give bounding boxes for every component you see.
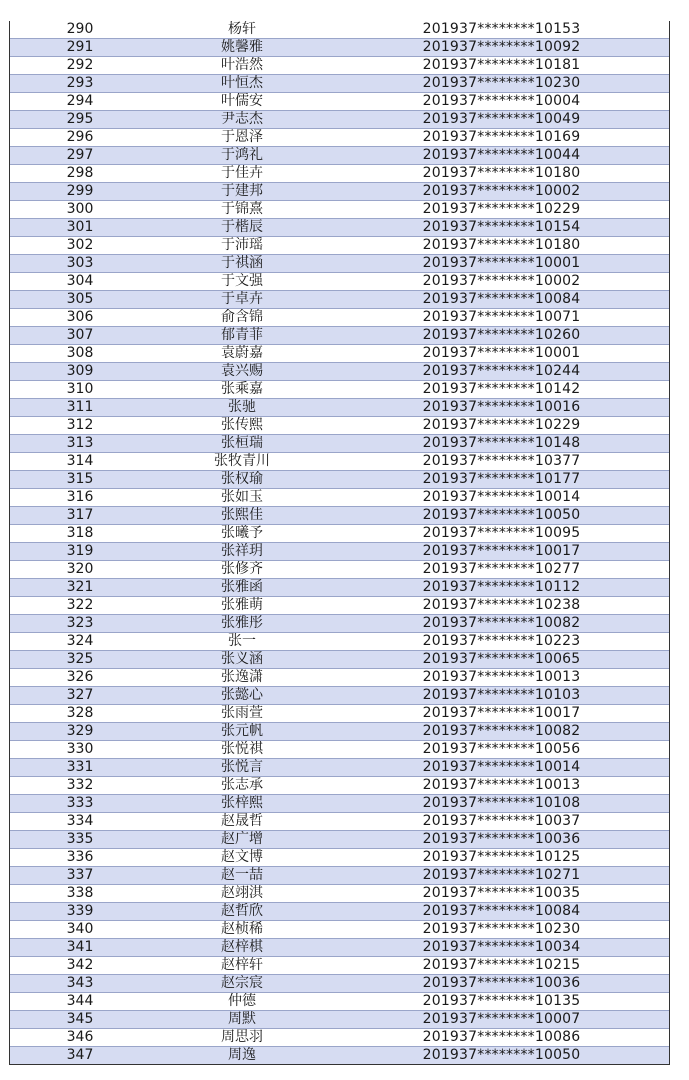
table-row xyxy=(10,669,669,687)
table-row xyxy=(10,543,669,561)
student-name: 张熙佳 xyxy=(150,507,334,525)
student-id: 201937********10125 xyxy=(334,849,669,867)
table-row xyxy=(10,975,669,993)
row-number: 315 xyxy=(10,471,150,489)
table-row xyxy=(10,291,669,309)
row-number: 329 xyxy=(10,723,150,741)
student-id: 201937********10013 xyxy=(334,777,669,795)
student-name: 于卓卉 xyxy=(150,291,334,309)
student-name: 周思羽 xyxy=(150,1029,334,1047)
row-number: 341 xyxy=(10,939,150,957)
table-row xyxy=(10,561,669,579)
student-id: 201937********10086 xyxy=(334,1029,669,1047)
row-number: 312 xyxy=(10,417,150,435)
student-name: 张权瑜 xyxy=(150,471,334,489)
student-name: 郁青菲 xyxy=(150,327,334,345)
row-number: 345 xyxy=(10,1011,150,1029)
student-id: 201937********10071 xyxy=(334,309,669,327)
student-name: 张梓熙 xyxy=(150,795,334,813)
table-row xyxy=(10,471,669,489)
row-number: 306 xyxy=(10,309,150,327)
row-number: 328 xyxy=(10,705,150,723)
row-number: 293 xyxy=(10,75,150,93)
student-id: 201937********10108 xyxy=(334,795,669,813)
student-id: 201937********10082 xyxy=(334,615,669,633)
row-number: 319 xyxy=(10,543,150,561)
student-name: 袁兴赐 xyxy=(150,363,334,381)
row-number: 346 xyxy=(10,1029,150,1047)
student-id: 201937********10181 xyxy=(334,57,669,75)
student-name: 张驰 xyxy=(150,399,334,417)
row-number: 316 xyxy=(10,489,150,507)
student-id: 201937********10017 xyxy=(334,543,669,561)
row-number: 327 xyxy=(10,687,150,705)
row-number: 324 xyxy=(10,633,150,651)
student-name: 赵晟哲 xyxy=(150,813,334,831)
table-row xyxy=(10,939,669,957)
student-id: 201937********10044 xyxy=(334,147,669,165)
student-list-sheet xyxy=(9,21,670,1065)
student-name: 赵梓轩 xyxy=(150,957,334,975)
student-id: 201937********10244 xyxy=(334,363,669,381)
student-name: 张牧青川 xyxy=(150,453,334,471)
student-name: 张悦祺 xyxy=(150,741,334,759)
table-row xyxy=(10,525,669,543)
table-row xyxy=(10,399,669,417)
row-number: 303 xyxy=(10,255,150,273)
table-row xyxy=(10,705,669,723)
table-row xyxy=(10,201,669,219)
row-number: 298 xyxy=(10,165,150,183)
table-row xyxy=(10,21,669,39)
student-name: 张雨萱 xyxy=(150,705,334,723)
student-name: 张如玉 xyxy=(150,489,334,507)
row-number: 326 xyxy=(10,669,150,687)
student-id: 201937********10092 xyxy=(334,39,669,57)
row-number: 292 xyxy=(10,57,150,75)
table-row xyxy=(10,867,669,885)
row-number: 332 xyxy=(10,777,150,795)
student-name: 张雅函 xyxy=(150,579,334,597)
student-id: 201937********10260 xyxy=(334,327,669,345)
student-id: 201937********10230 xyxy=(334,75,669,93)
row-number: 291 xyxy=(10,39,150,57)
student-name: 张雅萌 xyxy=(150,597,334,615)
student-name: 赵桢稀 xyxy=(150,921,334,939)
row-number: 294 xyxy=(10,93,150,111)
student-name: 张乘嘉 xyxy=(150,381,334,399)
student-name: 于锦熹 xyxy=(150,201,334,219)
table-row xyxy=(10,1047,669,1065)
table-row xyxy=(10,273,669,291)
student-id: 201937********10013 xyxy=(334,669,669,687)
student-name: 张元帆 xyxy=(150,723,334,741)
table-row xyxy=(10,777,669,795)
student-name: 于祺涵 xyxy=(150,255,334,273)
student-name: 赵广增 xyxy=(150,831,334,849)
student-name: 赵梓棋 xyxy=(150,939,334,957)
student-id: 201937********10095 xyxy=(334,525,669,543)
row-number: 322 xyxy=(10,597,150,615)
table-row xyxy=(10,651,669,669)
row-number: 320 xyxy=(10,561,150,579)
student-id: 201937********10037 xyxy=(334,813,669,831)
table-body xyxy=(10,21,669,1065)
student-id: 201937********10177 xyxy=(334,471,669,489)
student-name: 张曦予 xyxy=(150,525,334,543)
table-row xyxy=(10,417,669,435)
table-row xyxy=(10,849,669,867)
table-row xyxy=(10,183,669,201)
student-name: 张逸潇 xyxy=(150,669,334,687)
student-id: 201937********10036 xyxy=(334,831,669,849)
table-row xyxy=(10,381,669,399)
student-name: 叶儒安 xyxy=(150,93,334,111)
row-number: 302 xyxy=(10,237,150,255)
table-row xyxy=(10,885,669,903)
table-row xyxy=(10,615,669,633)
student-name: 姚馨雅 xyxy=(150,39,334,57)
row-number: 330 xyxy=(10,741,150,759)
student-id: 201937********10007 xyxy=(334,1011,669,1029)
student-id: 201937********10215 xyxy=(334,957,669,975)
student-name: 于沛瑶 xyxy=(150,237,334,255)
row-number: 301 xyxy=(10,219,150,237)
row-number: 344 xyxy=(10,993,150,1011)
table-row xyxy=(10,831,669,849)
table-row xyxy=(10,345,669,363)
student-name: 杨轩 xyxy=(150,21,334,39)
student-id: 201937********10065 xyxy=(334,651,669,669)
row-number: 305 xyxy=(10,291,150,309)
student-id: 201937********10014 xyxy=(334,489,669,507)
row-number: 314 xyxy=(10,453,150,471)
student-name: 周逸 xyxy=(150,1047,334,1065)
table-row xyxy=(10,507,669,525)
student-id: 201937********10238 xyxy=(334,597,669,615)
row-number: 331 xyxy=(10,759,150,777)
student-name: 张桓瑞 xyxy=(150,435,334,453)
row-number: 321 xyxy=(10,579,150,597)
row-number: 304 xyxy=(10,273,150,291)
student-name: 张祥玥 xyxy=(150,543,334,561)
row-number: 343 xyxy=(10,975,150,993)
row-number: 347 xyxy=(10,1047,150,1065)
student-name: 袁蔚嘉 xyxy=(150,345,334,363)
student-name: 叶恒杰 xyxy=(150,75,334,93)
table-row xyxy=(10,93,669,111)
student-name: 张懿心 xyxy=(150,687,334,705)
student-id: 201937********10230 xyxy=(334,921,669,939)
table-row xyxy=(10,363,669,381)
student-id: 201937********10377 xyxy=(334,453,669,471)
student-name: 于恩泽 xyxy=(150,129,334,147)
table-row xyxy=(10,255,669,273)
student-id: 201937********10004 xyxy=(334,93,669,111)
table-row xyxy=(10,165,669,183)
student-id: 201937********10050 xyxy=(334,507,669,525)
table-row xyxy=(10,453,669,471)
student-name: 尹志杰 xyxy=(150,111,334,129)
table-row xyxy=(10,633,669,651)
table-row xyxy=(10,219,669,237)
table-row xyxy=(10,921,669,939)
table-row xyxy=(10,813,669,831)
student-id: 201937********10271 xyxy=(334,867,669,885)
table-row xyxy=(10,237,669,255)
student-id: 201937********10035 xyxy=(334,885,669,903)
table-row xyxy=(10,687,669,705)
student-name: 赵文博 xyxy=(150,849,334,867)
student-table xyxy=(10,21,669,1065)
student-id: 201937********10084 xyxy=(334,291,669,309)
row-number: 318 xyxy=(10,525,150,543)
student-name: 仲德 xyxy=(150,993,334,1011)
student-id: 201937********10001 xyxy=(334,255,669,273)
student-name: 于佳卉 xyxy=(150,165,334,183)
table-row xyxy=(10,489,669,507)
table-row xyxy=(10,741,669,759)
row-number: 295 xyxy=(10,111,150,129)
student-id: 201937********10082 xyxy=(334,723,669,741)
table-row xyxy=(10,957,669,975)
student-id: 201937********10050 xyxy=(334,1047,669,1065)
student-name: 赵宗宸 xyxy=(150,975,334,993)
row-number: 317 xyxy=(10,507,150,525)
student-id: 201937********10180 xyxy=(334,237,669,255)
student-id: 201937********10017 xyxy=(334,705,669,723)
student-id: 201937********10112 xyxy=(334,579,669,597)
row-number: 333 xyxy=(10,795,150,813)
table-row xyxy=(10,1029,669,1047)
student-id: 201937********10169 xyxy=(334,129,669,147)
student-id: 201937********10002 xyxy=(334,183,669,201)
student-id: 201937********10016 xyxy=(334,399,669,417)
student-id: 201937********10153 xyxy=(334,21,669,39)
table-row xyxy=(10,903,669,921)
table-row xyxy=(10,39,669,57)
student-id: 201937********10002 xyxy=(334,273,669,291)
student-name: 张修齐 xyxy=(150,561,334,579)
student-name: 俞含锦 xyxy=(150,309,334,327)
student-id: 201937********10142 xyxy=(334,381,669,399)
student-name: 张雅彤 xyxy=(150,615,334,633)
student-id: 201937********10103 xyxy=(334,687,669,705)
row-number: 325 xyxy=(10,651,150,669)
table-row xyxy=(10,993,669,1011)
student-id: 201937********10084 xyxy=(334,903,669,921)
student-id: 201937********10154 xyxy=(334,219,669,237)
student-name: 于鸿礼 xyxy=(150,147,334,165)
student-id: 201937********10056 xyxy=(334,741,669,759)
student-id: 201937********10135 xyxy=(334,993,669,1011)
table-row xyxy=(10,759,669,777)
table-row xyxy=(10,111,669,129)
table-row xyxy=(10,75,669,93)
row-number: 339 xyxy=(10,903,150,921)
table-row xyxy=(10,1011,669,1029)
row-number: 308 xyxy=(10,345,150,363)
student-name: 赵一喆 xyxy=(150,867,334,885)
student-id: 201937********10034 xyxy=(334,939,669,957)
student-id: 201937********10049 xyxy=(334,111,669,129)
row-number: 311 xyxy=(10,399,150,417)
row-number: 297 xyxy=(10,147,150,165)
row-number: 296 xyxy=(10,129,150,147)
student-name: 周默 xyxy=(150,1011,334,1029)
student-id: 201937********10014 xyxy=(334,759,669,777)
student-name: 张传熙 xyxy=(150,417,334,435)
row-number: 340 xyxy=(10,921,150,939)
student-name: 张义涵 xyxy=(150,651,334,669)
table-row xyxy=(10,327,669,345)
table-row xyxy=(10,723,669,741)
row-number: 334 xyxy=(10,813,150,831)
row-number: 313 xyxy=(10,435,150,453)
student-name: 张一 xyxy=(150,633,334,651)
student-name: 于建邦 xyxy=(150,183,334,201)
row-number: 342 xyxy=(10,957,150,975)
student-id: 201937********10229 xyxy=(334,201,669,219)
student-name: 赵翊淇 xyxy=(150,885,334,903)
student-id: 201937********10036 xyxy=(334,975,669,993)
table-row xyxy=(10,435,669,453)
student-name: 于文强 xyxy=(150,273,334,291)
table-row xyxy=(10,129,669,147)
student-id: 201937********10148 xyxy=(334,435,669,453)
table-row xyxy=(10,579,669,597)
table-row xyxy=(10,795,669,813)
student-id: 201937********10229 xyxy=(334,417,669,435)
table-row xyxy=(10,597,669,615)
student-name: 赵哲欣 xyxy=(150,903,334,921)
table-row xyxy=(10,147,669,165)
row-number: 335 xyxy=(10,831,150,849)
row-number: 299 xyxy=(10,183,150,201)
table-row xyxy=(10,57,669,75)
student-id: 201937********10180 xyxy=(334,165,669,183)
row-number: 300 xyxy=(10,201,150,219)
row-number: 337 xyxy=(10,867,150,885)
student-name: 于楷辰 xyxy=(150,219,334,237)
row-number: 309 xyxy=(10,363,150,381)
row-number: 307 xyxy=(10,327,150,345)
student-id: 201937********10277 xyxy=(334,561,669,579)
table-row xyxy=(10,309,669,327)
student-name: 张悦言 xyxy=(150,759,334,777)
student-id: 201937********10223 xyxy=(334,633,669,651)
row-number: 336 xyxy=(10,849,150,867)
row-number: 323 xyxy=(10,615,150,633)
student-id: 201937********10001 xyxy=(334,345,669,363)
student-name: 叶浩然 xyxy=(150,57,334,75)
student-name: 张志承 xyxy=(150,777,334,795)
row-number: 310 xyxy=(10,381,150,399)
row-number: 338 xyxy=(10,885,150,903)
row-number: 290 xyxy=(10,21,150,39)
